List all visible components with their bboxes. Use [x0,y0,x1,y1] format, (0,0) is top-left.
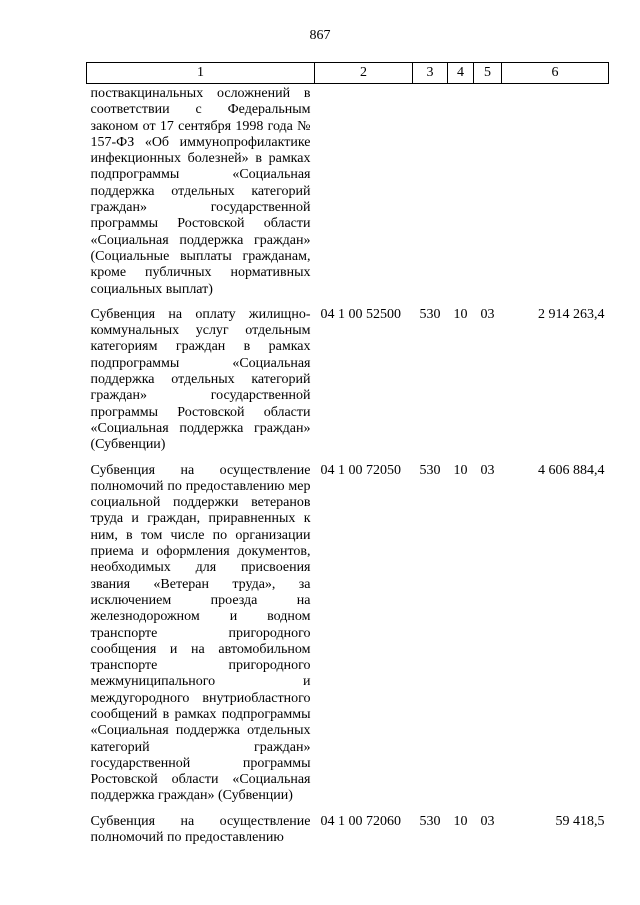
table-row [87,84,609,304]
row-col3: 530 [419,462,441,478]
row-col5: 03 [480,813,495,829]
row-col3: 530 [419,306,441,322]
header-col-3: 3 [413,63,448,84]
row-amount: 2 914 263,4 [538,306,605,322]
table-row [87,304,609,460]
header-col-1: 1 [87,63,315,84]
header-col-2: 2 [315,63,413,84]
table-header-row [87,63,609,84]
budget-table [86,62,609,852]
table-row [87,811,609,853]
header-col-4: 4 [448,63,474,84]
header-col-5: 5 [474,63,502,84]
row-code: 04 1 00 72050 [320,462,401,478]
row-col4: 10 [453,813,468,829]
row-code: 04 1 00 72060 [320,813,401,829]
row-code: 04 1 00 52500 [320,306,401,322]
row-col5: 03 [480,306,495,322]
row-col3 [413,84,448,304]
row-amount: 4 606 884,4 [538,462,605,478]
row-col4 [448,84,474,304]
row-description: Субвенция на осуществление полномочий по предоставлению мер социальной поддержки ветеранов труда и граждан, приравненных к ним, в том числе по организации приема и оформления документов, необходимых для присвоения звания «Ветеран труда», за исключением проезда на железнодорожном и водном транспорте пригородного сообщения и на автомобильном транспорте пригородного межмуниципального и междугородного внутриобластного сообщений в рамках подпрограммы «Социальная поддержка отдельных категорий граждан» государственной программы Ростовской области «Социальная поддержка граждан» (Субвенции) [90,462,311,804]
row-col4: 10 [453,306,468,322]
row-col5 [474,84,502,304]
table-row [87,460,609,811]
header-col-6: 6 [502,63,609,84]
row-description: поствакцинальных осложнений в соответствии с Федеральным законом от 17 сентября 1998 года № 157-ФЗ «Об иммунопрофилактике инфекционных болезней» в рамках подпрограммы «Социальная поддержка отдельных категорий граждан» государственной программы Ростовской области «Социальная поддержка граждан» (Социальные выплаты гражданам, кроме публичных нормативных социальных выплат) [90,86,311,297]
row-col5: 03 [480,462,495,478]
row-col3: 530 [419,813,441,829]
row-amount [502,84,609,304]
row-description: Субвенция на осуществление полномочий по предоставлению [90,813,311,846]
row-description: Субвенция на оплату жилищно-коммунальных услуг отдельным категориям граждан в рамках подпрограммы «Социальная поддержка отдельных категорий граждан» государственной программы Ростовской области «Социальная поддержка граждан» (Субвенции) [90,306,311,453]
row-col4: 10 [453,462,468,478]
row-amount: 59 418,5 [555,813,605,829]
page-number: 867 [309,28,331,43]
row-code [315,84,413,304]
